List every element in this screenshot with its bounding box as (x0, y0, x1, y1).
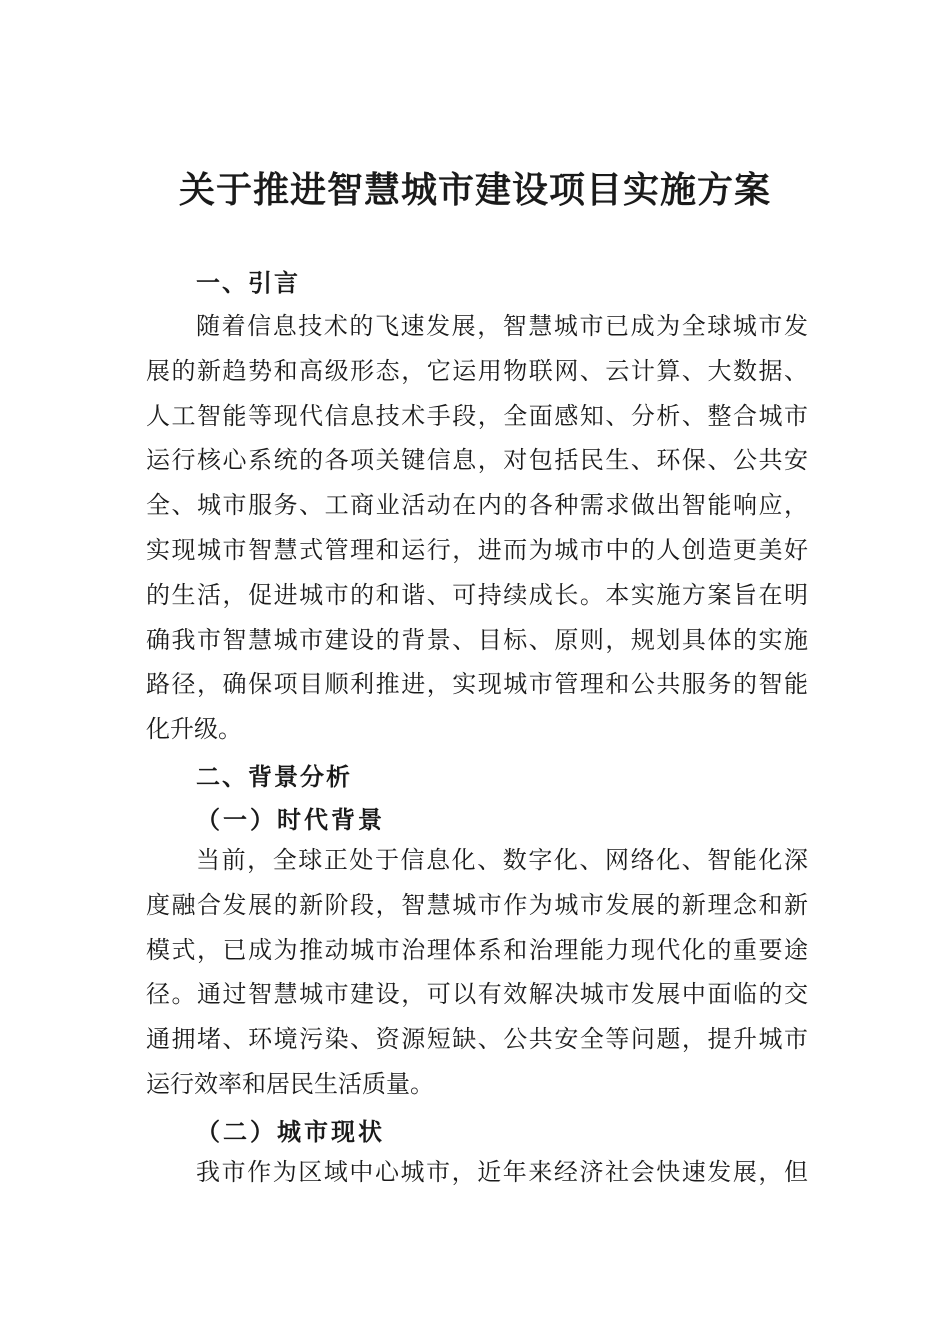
paragraph-line: 当前，全球正处于信息化、数字化、网络化、智能化深 (196, 846, 808, 874)
paragraph-city-status (146, 1150, 808, 1195)
paragraph-line: 确我市智慧城市建设的背景、目标、原则，规划具体的实施 (146, 625, 808, 654)
paragraph-line: 模式，已成为推动城市治理体系和治理能力现代化的重要途 (146, 935, 808, 964)
paragraph-line: 随着信息技术的飞速发展，智慧城市已成为全球城市发 (196, 312, 808, 340)
paragraph-line: 化升级。 (146, 715, 242, 744)
section-heading-background: 二、背景分析 (196, 763, 352, 791)
paragraph-line: 我市作为区域中心城市，近年来经济社会快速发展，但 (196, 1158, 808, 1186)
paragraph-line: 路径，确保项目顺利推进，实现城市管理和公共服务的智能 (146, 670, 808, 699)
paragraph-line: 人工智能等现代信息技术手段，全面感知、分析、整合城市 (146, 401, 808, 430)
paragraph-line: 运行核心系统的各项关键信息，对包括民生、环保、公共安 (146, 446, 808, 475)
document-title: 关于推进智慧城市建设项目实施方案 (178, 169, 771, 211)
paragraph-line: 运行效率和居民生活质量。 (146, 1069, 434, 1098)
paragraph-line: 实现城市智慧式管理和运行，进而为城市中的人创造更美好 (146, 535, 808, 564)
paragraph-line: 度融合发展的新阶段，智慧城市作为城市发展的新理念和新 (146, 890, 808, 919)
paragraph-line: 通拥堵、环境污染、资源短缺、公共安全等问题，提升城市 (146, 1025, 808, 1054)
subsection-heading-city-status: （二）城市现状 (196, 1117, 385, 1146)
paragraph-introduction (146, 304, 808, 752)
paragraph-line: 展的新趋势和高级形态，它运用物联网、云计算、大数据、 (146, 356, 808, 385)
section-heading-introduction: 一、引言 (196, 269, 300, 297)
subsection-heading-era-background: （一）时代背景 (196, 805, 385, 834)
paragraph-line: 的生活，促进城市的和谐、可持续成长。本实施方案旨在明 (146, 580, 808, 609)
paragraph-line: 径。通过智慧城市建设，可以有效解决城市发展中面临的交 (146, 980, 808, 1009)
paragraph-era-background (146, 838, 808, 1107)
paragraph-line: 全、城市服务、工商业活动在内的各种需求做出智能响应， (146, 491, 808, 520)
